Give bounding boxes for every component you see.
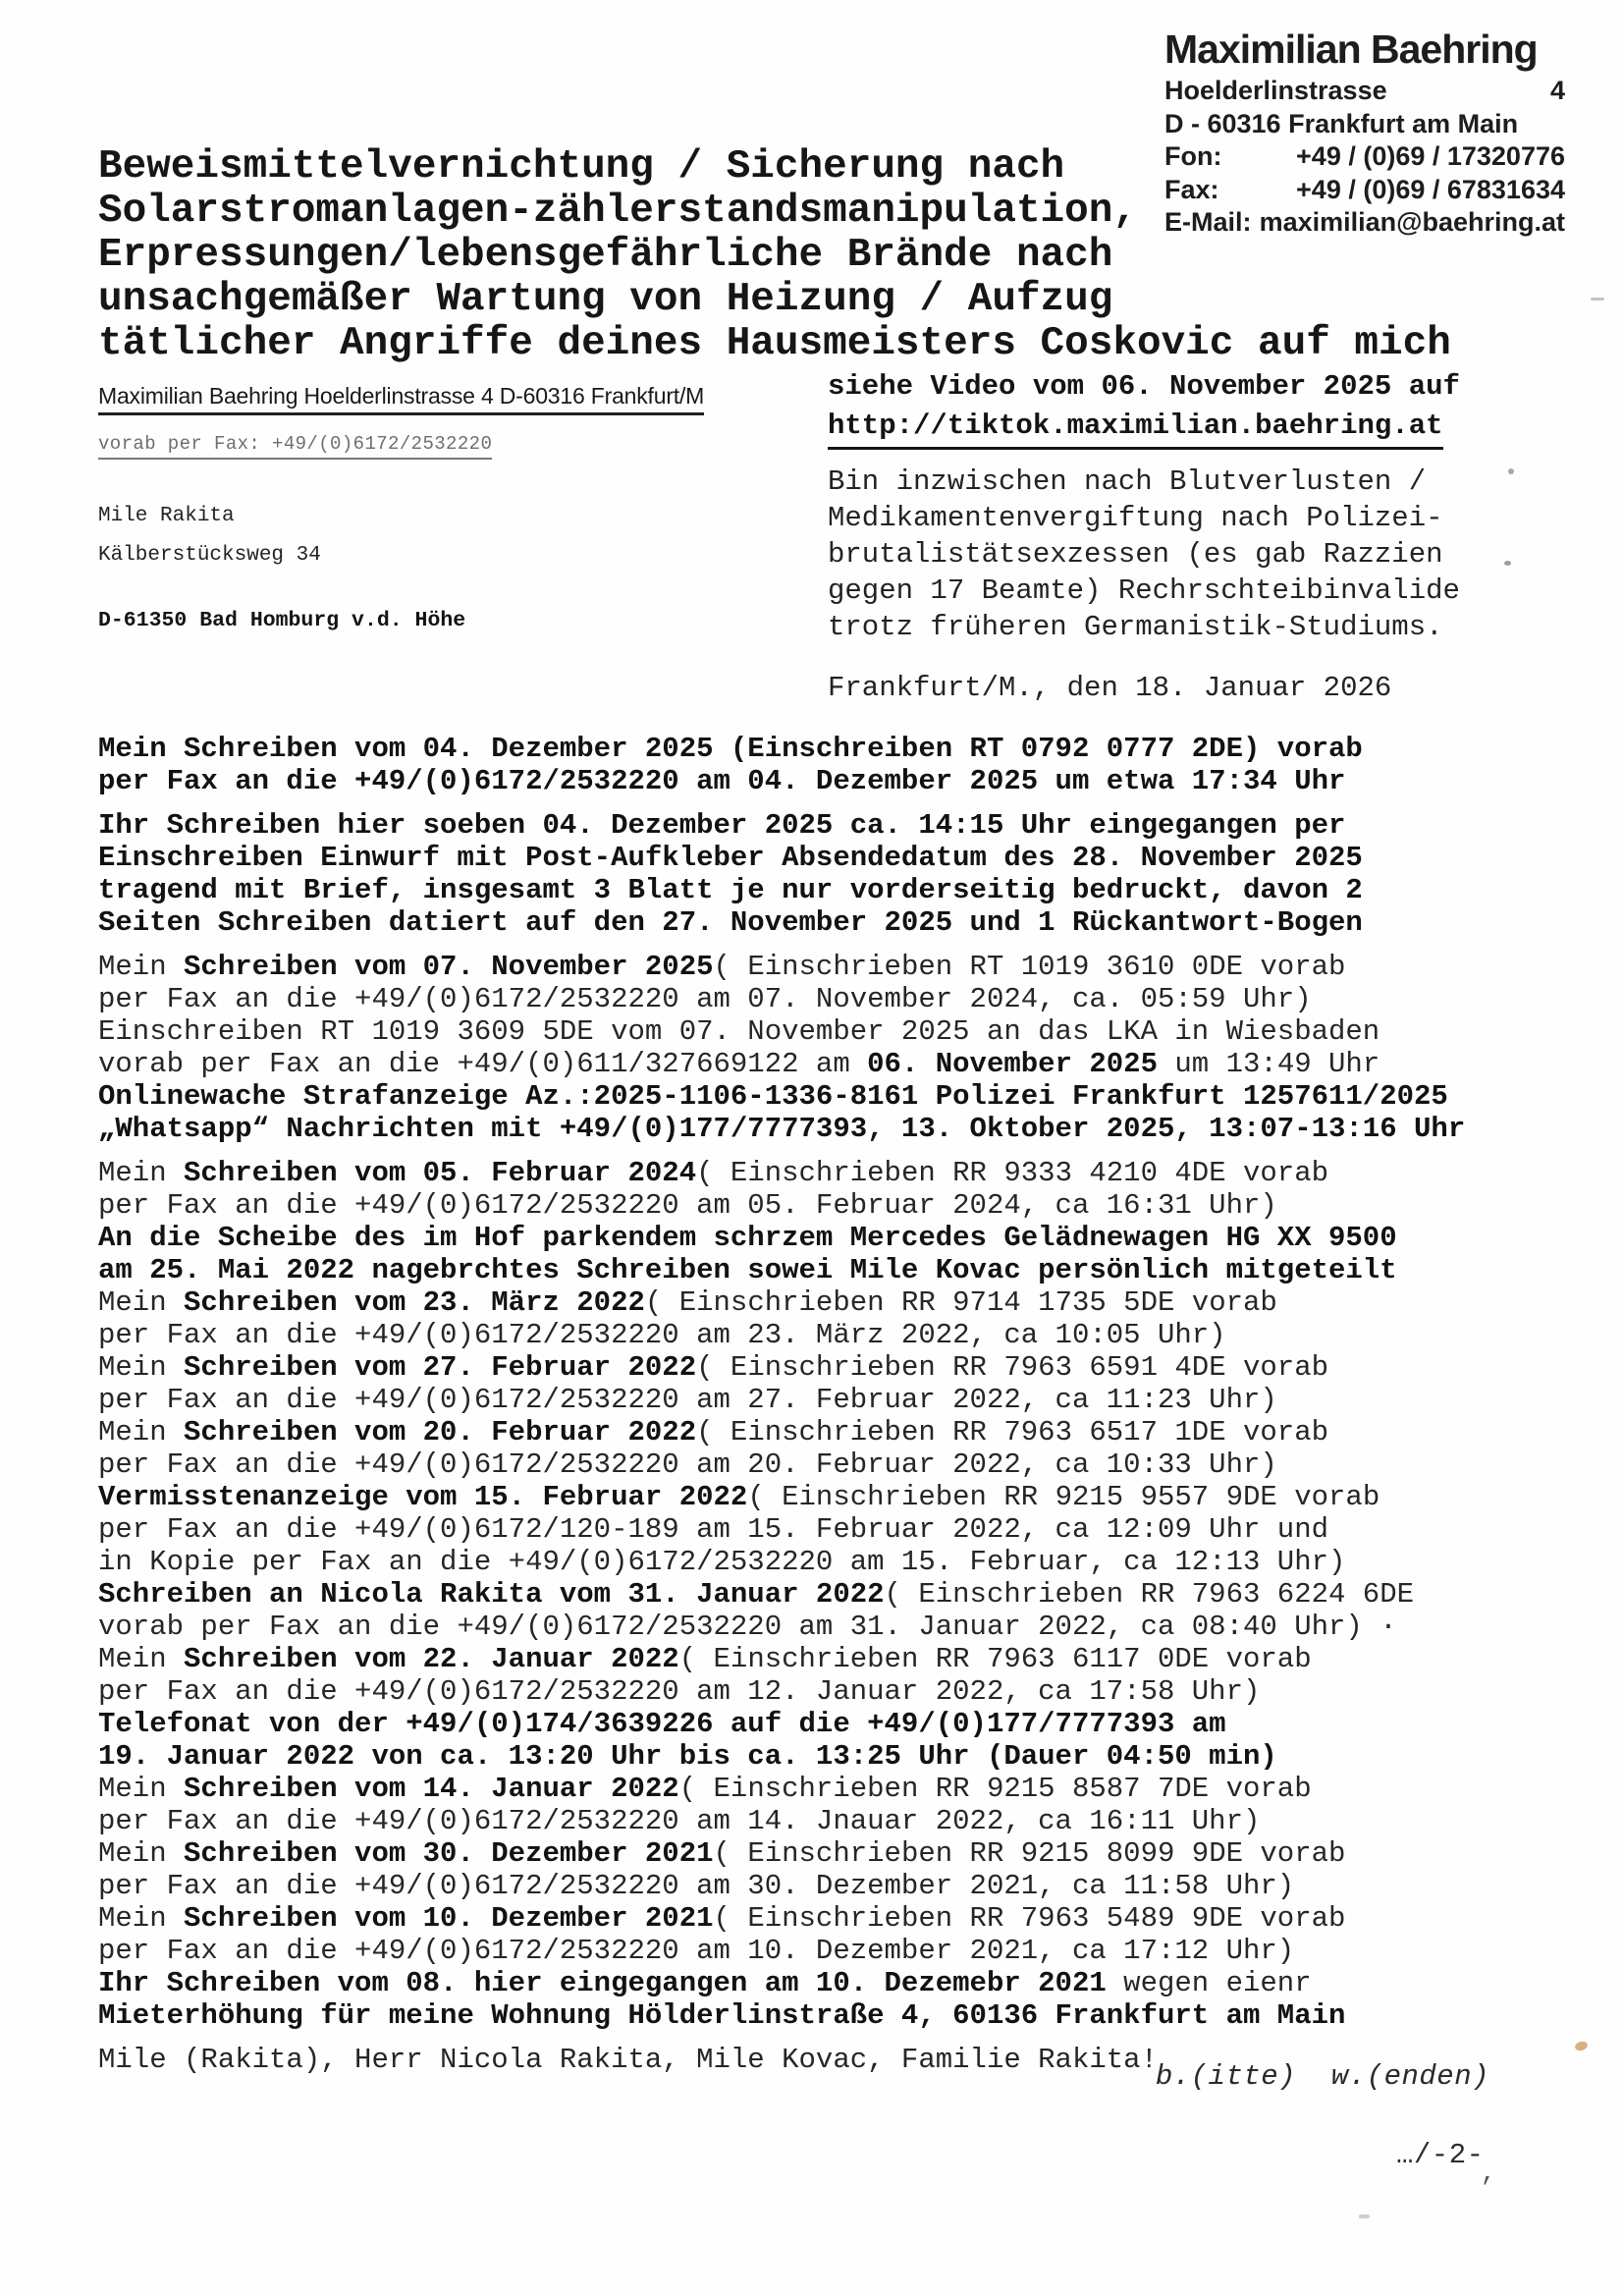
body-line bbox=[98, 906, 1465, 939]
body-line bbox=[98, 1015, 1465, 1048]
text: Mein bbox=[98, 1286, 185, 1319]
text: per Fax an die +49/(0)6172/2532220 am 23. März 2022, ca 10:05 Uhr) bbox=[98, 1319, 1226, 1351]
body-line bbox=[98, 1611, 1465, 1643]
body-line bbox=[98, 765, 1465, 797]
bold-text: per Fax an die +49/(0)6172/2532220 am 04. Dezember 2025 um etwa 17:34 Uhr bbox=[98, 765, 1346, 797]
bold-text: Schreiben vom 10. Dezember 2021 bbox=[184, 1902, 714, 1935]
scan-speck bbox=[1504, 561, 1511, 566]
text: wegen eienr bbox=[1106, 1967, 1312, 1999]
health-note-line: Bin inzwischen nach Blutverlusten / bbox=[828, 465, 1427, 498]
letterhead-street-number: 4 bbox=[1549, 76, 1565, 105]
text: Mein bbox=[98, 1643, 185, 1675]
bold-text: Ihr Schreiben hier soeben 04. Dezember 2025 ca. 14:15 Uhr eingegangen per bbox=[98, 809, 1346, 842]
bold-text: Schreiben vom 20. Februar 2022 bbox=[184, 1416, 697, 1449]
subject-line: Beweismittelvernichtung / Sicherung nach bbox=[98, 144, 1065, 190]
body-line bbox=[98, 1222, 1465, 1254]
bold-text: Mieterhöhung für meine Wohnung Hölderlinstraße 4, 60136 Frankfurt am Main bbox=[98, 1999, 1346, 2032]
scan-speck bbox=[1508, 468, 1514, 474]
video-note bbox=[828, 367, 1460, 450]
body-line bbox=[98, 1449, 1465, 1481]
text: Mein bbox=[98, 951, 185, 983]
body-line bbox=[98, 1999, 1465, 2032]
recipient-street: Kälberstücksweg 34 bbox=[98, 544, 321, 567]
text: ( Einschrieben RR 9215 8587 7DE vorab bbox=[678, 1773, 1312, 1805]
bold-text: An die Scheibe des im Hof parkendem schrzem Mercedes Gelädnewagen HG XX 9500 bbox=[98, 1222, 1397, 1254]
dateline: Frankfurt/M., den 18. Januar 2026 bbox=[828, 672, 1392, 704]
health-note bbox=[828, 464, 1460, 645]
body-line bbox=[98, 1286, 1465, 1319]
text: vorab per Fax an die +49/(0)611/327669122 am bbox=[98, 1048, 868, 1080]
subject-line: tätlicher Angriffe deines Hausmeisters Coskovic auf mich bbox=[98, 321, 1451, 366]
body-line bbox=[98, 1870, 1465, 1902]
text: Mein bbox=[98, 1157, 185, 1189]
body-line bbox=[98, 983, 1465, 1015]
text: Mein bbox=[98, 1416, 185, 1449]
health-note-line: Medikamentenvergiftung nach Polizei- bbox=[828, 502, 1443, 534]
body-line bbox=[98, 1157, 1465, 1189]
letterhead-fon-value: +49 / (0)69 / 17320776 bbox=[1296, 141, 1565, 171]
paragraph bbox=[98, 951, 1465, 1145]
body-line bbox=[98, 1675, 1465, 1708]
letterhead-email-value: maximilian@baehring.at bbox=[1259, 207, 1565, 237]
sender-address-line: Maximilian Baehring Hoelderlinstrasse 4 D-60316 Frankfurt/M bbox=[98, 383, 704, 415]
text: Einschreiben RT 1019 3609 5DE vom 07. November 2025 an das LKA in Wiesbaden bbox=[98, 1015, 1380, 1048]
health-note-line: trotz früheren Germanistik-Studiums. bbox=[828, 611, 1443, 643]
bold-text: Schreiben vom 30. Dezember 2021 bbox=[184, 1837, 714, 1870]
bold-text: Schreiben vom 22. Januar 2022 bbox=[184, 1643, 679, 1675]
body-line bbox=[98, 1546, 1465, 1578]
text: ( Einschrieben RR 7963 6117 0DE vorab bbox=[678, 1643, 1312, 1675]
subject-block bbox=[98, 145, 1451, 366]
recipient-city: D-61350 Bad Homburg v.d. Höhe bbox=[98, 609, 466, 632]
body-line bbox=[98, 1254, 1465, 1286]
tiktok-url: http://tiktok.maximilian.baehring.at bbox=[828, 407, 1443, 450]
body-line bbox=[98, 1902, 1465, 1935]
body-line bbox=[98, 842, 1465, 874]
body-line bbox=[98, 1080, 1465, 1113]
bold-text: Schreiben vom 14. Januar 2022 bbox=[184, 1773, 679, 1805]
body-line bbox=[98, 1578, 1465, 1611]
scan-speck-dash bbox=[1359, 2214, 1370, 2218]
bold-text: Mein Schreiben vom 04. Dezember 2025 (Einschreiben RT 0792 0777 2DE) vorab bbox=[98, 733, 1363, 765]
bold-text: Vermisstenanzeige vom 15. Februar 2022 bbox=[98, 1481, 748, 1513]
bold-text: 19. Januar 2022 von ca. 13:20 Uhr bis ca. 13:25 Uhr (Dauer 04:50 min) bbox=[98, 1740, 1277, 1773]
body-line bbox=[98, 1513, 1465, 1546]
text: um 13:49 Uhr bbox=[1158, 1048, 1380, 1080]
bold-text: am 25. Mai 2022 nagebrchtes Schreiben sowei Mile Kovac persönlich mitgeteilt bbox=[98, 1254, 1397, 1286]
text: per Fax an die +49/(0)6172/2532220 am 14. Jnauar 2022, ca 16:11 Uhr) bbox=[98, 1805, 1261, 1837]
body-line bbox=[98, 1416, 1465, 1449]
video-note-line: siehe Video vom 06. November 2025 auf bbox=[828, 370, 1460, 403]
text: ( Einschrieben RR 7963 6517 1DE vorab bbox=[696, 1416, 1329, 1449]
body-line bbox=[98, 951, 1465, 983]
text: per Fax an die +49/(0)6172/2532220 am 27. Februar 2022, ca 11:23 Uhr) bbox=[98, 1384, 1277, 1416]
letterhead-name: Maximilian Baehring bbox=[1164, 27, 1538, 72]
scan-comma-speck: , bbox=[1481, 2159, 1496, 2188]
health-note-line: brutalistätsexzessen (es gab Razzien bbox=[828, 538, 1443, 571]
bold-text: Schreiben an Nicola Rakita vom 31. Januar 2022 bbox=[98, 1578, 885, 1611]
salutation: Mile (Rakita), Herr Nicola Rakita, Mile Kovac, Familie Rakita! bbox=[98, 2044, 1158, 2076]
body-line bbox=[98, 1935, 1465, 1967]
letterhead-city-row bbox=[1164, 108, 1565, 141]
letterhead-street: Hoelderlinstrasse bbox=[1164, 76, 1387, 105]
body-line bbox=[98, 1967, 1465, 1999]
bold-text: 06. November 2025 bbox=[867, 1048, 1158, 1080]
text: per Fax an die +49/(0)6172/2532220 am 05. Februar 2024, ca 16:31 Uhr) bbox=[98, 1189, 1277, 1222]
text: Mein bbox=[98, 1837, 185, 1870]
text: per Fax an die +49/(0)6172/2532220 am 07. November 2024, ca. 05:59 Uhr) bbox=[98, 983, 1312, 1015]
health-note-line: gegen 17 Beamte) Rechrschteibinvalide bbox=[828, 574, 1460, 607]
bold-text: Einschreiben Einwurf mit Post-Aufkleber Absendedatum des 28. November 2025 bbox=[98, 842, 1363, 874]
body-line bbox=[98, 1319, 1465, 1351]
bold-text: Ihr Schreiben vom 08. hier eingegangen am 10. Dezemebr 2021 bbox=[98, 1967, 1107, 1999]
text: ( Einschrieben RR 7963 6591 4DE vorab bbox=[696, 1351, 1329, 1384]
text: per Fax an die +49/(0)6172/120-189 am 15. Februar 2022, ca 12:09 Uhr und bbox=[98, 1513, 1329, 1546]
bold-text: Schreiben vom 23. März 2022 bbox=[184, 1286, 645, 1319]
text: Mein bbox=[98, 1902, 185, 1935]
letterhead-email-label: E-Mail: bbox=[1164, 207, 1252, 237]
subject-line: Solarstromanlagen-zählerstandsmanipulation, bbox=[98, 189, 1137, 234]
body-line bbox=[98, 1837, 1465, 1870]
bold-text: „Whatsapp“ Nachrichten mit +49/(0)177/7777393, 13. Oktober 2025, 13:07-13:16 Uhr bbox=[98, 1113, 1466, 1145]
text: per Fax an die +49/(0)6172/2532220 am 30. Dezember 2021, ca 11:58 Uhr) bbox=[98, 1870, 1295, 1902]
body-line bbox=[98, 1384, 1465, 1416]
letterhead-fon-label: Fon: bbox=[1164, 141, 1222, 171]
body-line bbox=[98, 1048, 1465, 1080]
recipient-address bbox=[98, 497, 465, 640]
body-line bbox=[98, 1351, 1465, 1384]
closing-note: b.(itte) w.(enden) bbox=[1155, 2060, 1489, 2093]
letterhead-fax-value: +49 / (0)69 / 67831634 bbox=[1296, 174, 1565, 204]
bold-text: Schreiben vom 07. November 2025 bbox=[184, 951, 714, 983]
recipient-name: Mile Rakita bbox=[98, 505, 235, 527]
body-line bbox=[98, 733, 1465, 765]
bold-text: tragend mit Brief, insgesamt 3 Blatt je nur vorderseitig bedruckt, davon 2 bbox=[98, 874, 1363, 906]
bold-text: Telefonat von der +49/(0)174/3639226 auf die +49/(0)177/7777393 am bbox=[98, 1708, 1226, 1740]
bold-text: Onlinewache Strafanzeige Az.:2025-1106-1336-8161 Polizei Frankfurt 1257611/2025 bbox=[98, 1080, 1448, 1113]
text: ( Einschrieben RT 1019 3610 0DE vorab bbox=[713, 951, 1346, 983]
bold-text: Seiten Schreiben datiert auf den 27. November 2025 und 1 Rückantwort-Bogen bbox=[98, 906, 1363, 939]
text: ( Einschrieben RR 9215 8099 9DE vorab bbox=[713, 1837, 1346, 1870]
letterhead-city: D - 60316 Frankfurt am Main bbox=[1164, 108, 1519, 138]
paragraph bbox=[98, 1157, 1465, 2032]
paragraph bbox=[98, 733, 1465, 797]
text: ( Einschrieben RR 7963 5489 9DE vorab bbox=[713, 1902, 1346, 1935]
body-line bbox=[98, 1740, 1465, 1773]
scan-speck-dash bbox=[1591, 298, 1604, 301]
body-line bbox=[98, 809, 1465, 842]
body-line bbox=[98, 874, 1465, 906]
body-line bbox=[98, 1773, 1465, 1805]
page-marker: …/-2- bbox=[1396, 2139, 1485, 2171]
text: in Kopie per Fax an die +49/(0)6172/2532220 am 15. Februar, ca 12:13 Uhr) bbox=[98, 1546, 1346, 1578]
text: ( Einschrieben RR 9333 4210 4DE vorab bbox=[696, 1157, 1329, 1189]
text: per Fax an die +49/(0)6172/2532220 am 20. Februar 2022, ca 10:33 Uhr) bbox=[98, 1449, 1277, 1481]
fax-advance-note: vorab per Fax: +49/(0)6172/2532220 bbox=[98, 433, 492, 460]
body-line bbox=[98, 1189, 1465, 1222]
bold-text: Schreiben vom 27. Februar 2022 bbox=[184, 1351, 697, 1384]
letterhead-street-row bbox=[1164, 75, 1565, 108]
body-line bbox=[98, 1481, 1465, 1513]
subject-line: Erpressungen/lebensgefährliche Brände nach bbox=[98, 233, 1113, 278]
text: ( Einschrieben RR 7963 6224 6DE bbox=[884, 1578, 1415, 1611]
body-line bbox=[98, 1113, 1465, 1145]
body-line bbox=[98, 1805, 1465, 1837]
letterhead-fax-label: Fax: bbox=[1164, 174, 1219, 204]
text: vorab per Fax an die +49/(0)6172/2532220 am 31. Januar 2022, ca 08:40 Uhr) · bbox=[98, 1611, 1397, 1643]
text: ( Einschrieben RR 9714 1735 5DE vorab bbox=[644, 1286, 1277, 1319]
text: ( Einschrieben RR 9215 9557 9DE vorab bbox=[747, 1481, 1380, 1513]
body-line bbox=[98, 1643, 1465, 1675]
bold-text: Schreiben vom 05. Februar 2024 bbox=[184, 1157, 697, 1189]
body-line bbox=[98, 1708, 1465, 1740]
scan-speck-orange bbox=[1574, 2040, 1589, 2051]
text: Mein bbox=[98, 1351, 185, 1384]
text: Mein bbox=[98, 1773, 185, 1805]
text: per Fax an die +49/(0)6172/2532220 am 12. Januar 2022, ca 17:58 Uhr) bbox=[98, 1675, 1261, 1708]
subject-line: unsachgemäßer Wartung von Heizung / Aufzug bbox=[98, 277, 1113, 322]
body bbox=[98, 733, 1465, 2088]
text: per Fax an die +49/(0)6172/2532220 am 10. Dezember 2021, ca 17:12 Uhr) bbox=[98, 1935, 1295, 1967]
paragraph bbox=[98, 809, 1465, 939]
